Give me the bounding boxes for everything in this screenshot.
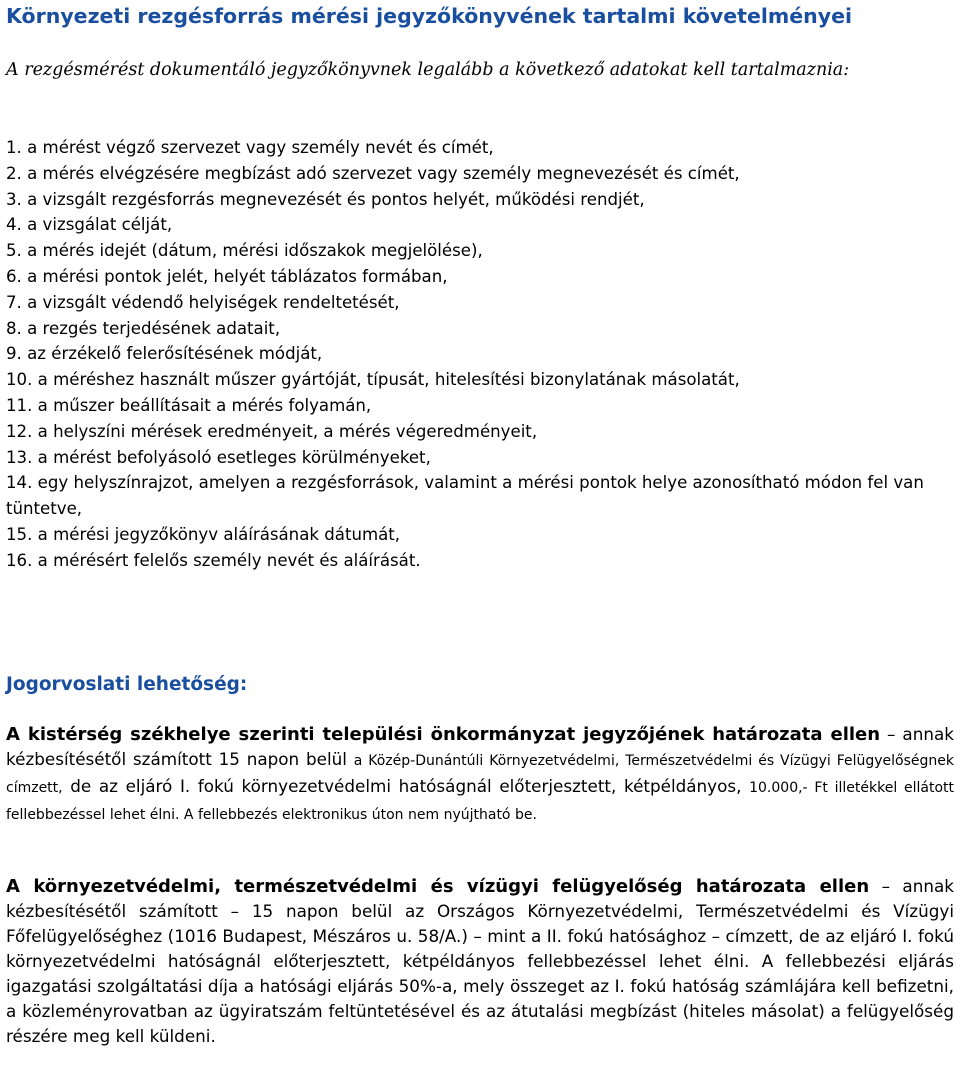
list-item: 11. a műszer beállításait a mérés folyamán, <box>6 395 372 415</box>
requirements-list <box>6 135 956 574</box>
appeal-paragraph-inspectorate <box>6 874 954 1049</box>
list-item: 2. a mérés elvégzésére megbízást adó szervezet vagy személy megnevezését és címét, <box>6 163 740 183</box>
legal-remedy-heading: Jogorvoslati lehetőség: <box>6 674 248 695</box>
appeal-local-text-d: 10.000,- Ft illetékkel ellátott fellebbezéssel lehet élni. A fellebbezés elektronikus úton nem nyújtható be. <box>6 780 955 823</box>
appeal-inspectorate-text: – annak kézbesítésétől számított – 15 napon belül az Országos Környezetvédelmi, Természetvédelmi és Vízügyi Főfelügyelőséghez (1016 Budapest, Mészáros u. 58/A.) – mint a II. fokú hatósághoz – címzett, de az eljáró I. fokú környezetvédelmi hatóságnál előterjesztett, kétpéldányos fellebbezéssel lehet élni. A fellebbezési eljárás igazgatási szolgáltatási díja a hatósági eljárás 50%-a, mely összeget az I. fokú hatóság számlájára kell befizetni, a közleményrovatban az ügyiratszám feltüntetésével és az átutalási megbízást (hiteles másolat) a felügyelőség részére meg kell küldeni. <box>6 876 954 1046</box>
intro-text: A rezgésmérést dokumentáló jegyzőkönyvnek legalább a következő adatokat kell tartalmaznia: <box>6 60 850 80</box>
page-title: Környezeti rezgésforrás mérési jegyzőkönyvének tartalmi követelményei <box>6 4 853 28</box>
list-item: 5. a mérés idejét (dátum, mérési időszakok megjelölése), <box>6 241 483 261</box>
list-item: 8. a rezgés terjedésének adatait, <box>6 318 281 338</box>
list-item: 10. a méréshez használt műszer gyártóját, típusát, hitelesítési bizonylatának másolatát, <box>6 370 740 390</box>
appeal-inspectorate-bold: A környezetvédelmi, természetvédelmi és vízügyi felügyelőség határozata ellen <box>6 876 870 897</box>
list-item: 1. a mérést végző szervezet vagy személy nevét és címét, <box>6 138 494 157</box>
list-item: 3. a vizsgált rezgésforrás megnevezését és pontos helyét, működési rendjét, <box>6 189 645 209</box>
list-item: 7. a vizsgált védendő helyiségek rendeltetését, <box>6 292 400 312</box>
list-item: 14. egy helyszínrajzot, amelyen a rezgésforrások, valamint a mérési pontok helye azonosítható módon fel van tüntetve, <box>6 473 924 519</box>
appeal-local-text-c: de az eljáró I. fokú környezetvédelmi hatóságnál előterjesztett, kétpéldányos, <box>62 776 750 796</box>
appeal-local-text-b: a Közép-Dunántúli Környezetvédelmi, Természetvédelmi és Vízügyi Felügyelőségnek címzett, <box>6 753 955 796</box>
appeal-local-bold: A kistérség székhelye szerinti települési önkormányzat jegyzőjének határozata ellen <box>6 724 881 745</box>
list-item: 9. az érzékelő felerősítésének módját, <box>6 344 323 364</box>
list-item: 6. a mérési pontok jelét, helyét táblázatos formában, <box>6 266 448 286</box>
appeal-paragraph-local <box>6 722 954 828</box>
list-item: 13. a mérést befolyásoló esetleges körülményeket, <box>6 447 431 467</box>
list-item: 16. a mérésért felelős személy nevét és aláírását. <box>6 550 421 570</box>
list-item: 12. a helyszíni mérések eredményeit, a mérés végeredményeit, <box>6 421 538 441</box>
list-item: 4. a vizsgálat célját, <box>6 215 173 235</box>
appeal-local-text-a: – annak kézbesítésétől számított 15 napon belül <box>6 724 954 769</box>
list-item: 15. a mérési jegyzőkönyv aláírásának dátumát, <box>6 524 401 544</box>
